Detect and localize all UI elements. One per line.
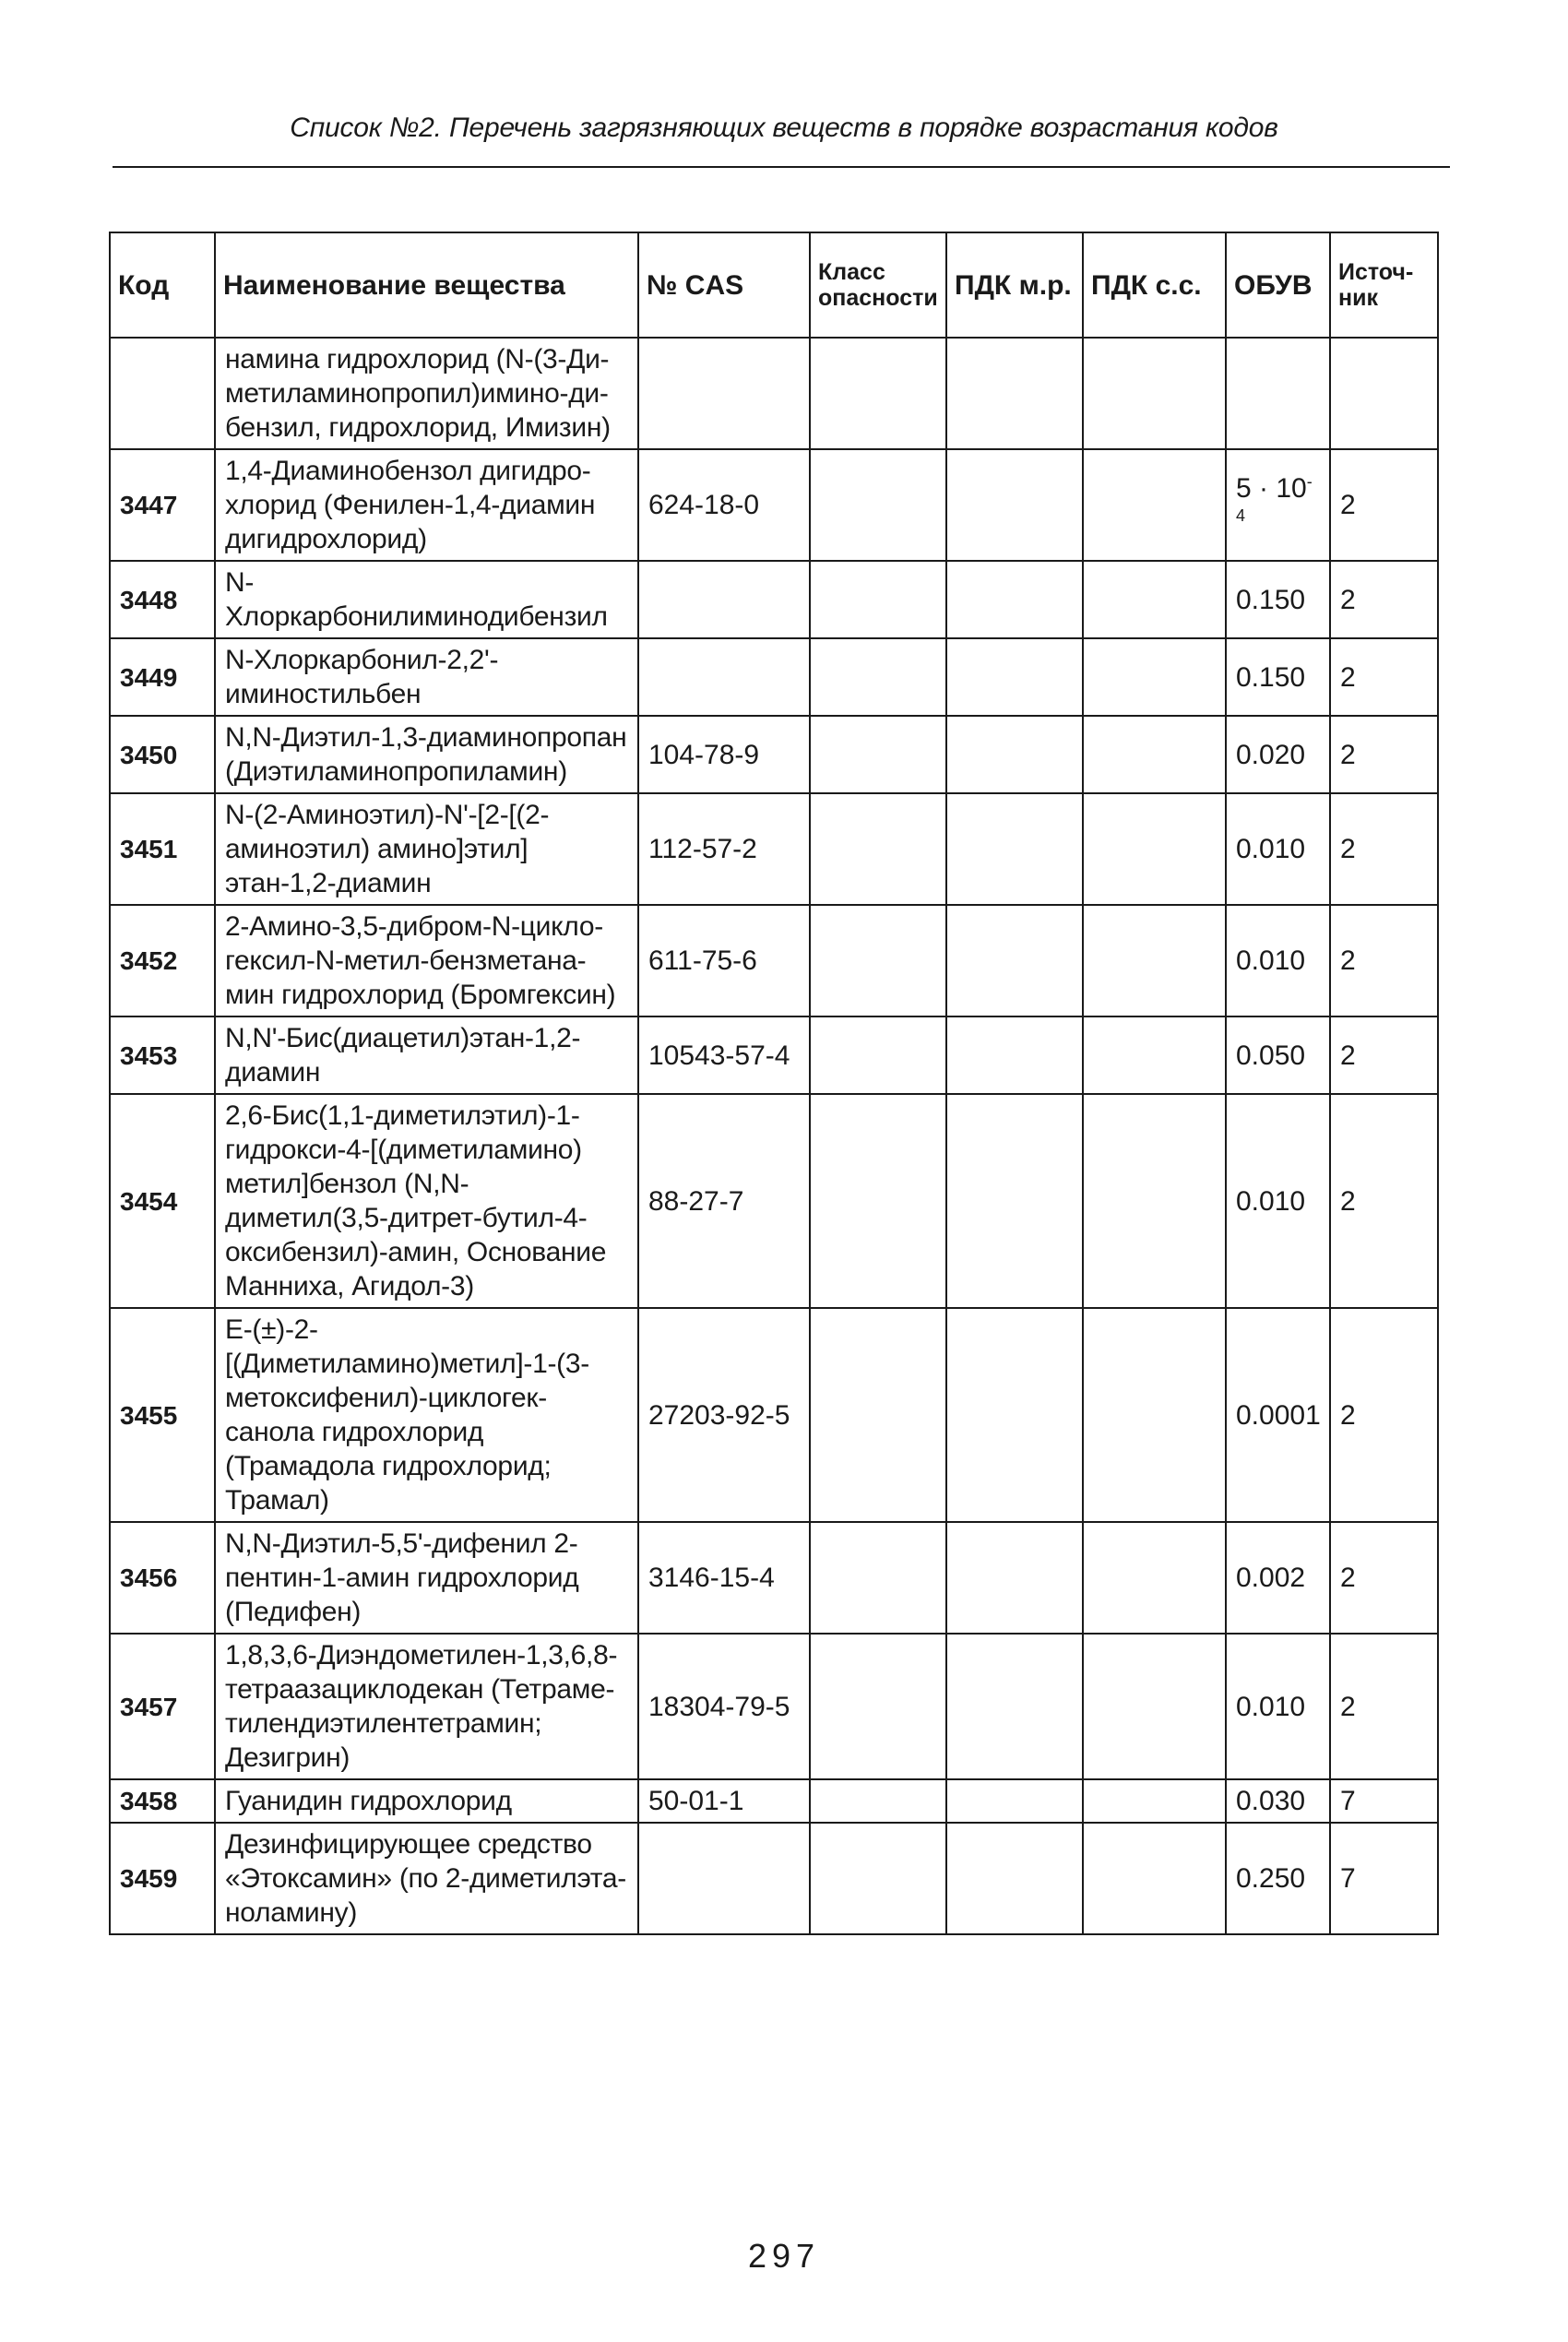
- cell-code: 3453: [110, 1016, 215, 1094]
- obuv-exponent: -4: [1236, 471, 1313, 525]
- cell-pdk-mr: [946, 1094, 1083, 1308]
- table-row: [110, 561, 1438, 638]
- table-row: [110, 1779, 1438, 1823]
- table-row: [110, 1308, 1438, 1522]
- cell-code: 3447: [110, 449, 215, 561]
- cell-code: 3451: [110, 793, 215, 905]
- cell-pdk-mr: [946, 449, 1083, 561]
- cell-hazard-class: [810, 1016, 946, 1094]
- cell-cas: 624-18-0: [638, 449, 810, 561]
- header-code: Код: [110, 232, 215, 338]
- table-row: [110, 905, 1438, 1016]
- cell-pdk-ss: [1083, 338, 1226, 449]
- cell-pdk-ss: [1083, 638, 1226, 716]
- table-row: [110, 449, 1438, 561]
- cell-cas: 50-01-1: [638, 1779, 810, 1823]
- cell-code: 3458: [110, 1779, 215, 1823]
- cell-cas: 88-27-7: [638, 1094, 810, 1308]
- cell-obuv: 0.010: [1226, 905, 1330, 1016]
- cell-hazard-class: [810, 1308, 946, 1522]
- cell-pdk-mr: [946, 793, 1083, 905]
- cell-pdk-mr: [946, 1823, 1083, 1934]
- cell-source: 2: [1330, 1308, 1438, 1522]
- obuv-base: 5 · 10: [1236, 472, 1307, 504]
- cell-obuv: 0.002: [1226, 1522, 1330, 1634]
- cell-obuv: 0.010: [1226, 1634, 1330, 1779]
- cell-source: 2: [1330, 449, 1438, 561]
- cell-code: 3459: [110, 1823, 215, 1934]
- cell-name: N-Хлоркарбонилиминодибензил: [215, 561, 638, 638]
- table-row: [110, 793, 1438, 905]
- table-row: [110, 1634, 1438, 1779]
- cell-pdk-ss: [1083, 1634, 1226, 1779]
- cell-source: 2: [1330, 793, 1438, 905]
- table-header-row: [110, 232, 1438, 338]
- cell-name: намина гидрохлорид (N-(3-Ди-метиламинопропил)имино-ди-бензил, гидрохлорид, Имизин): [215, 338, 638, 449]
- cell-pdk-mr: [946, 716, 1083, 793]
- table-row: [110, 1094, 1438, 1308]
- cell-obuv: 0.050: [1226, 1016, 1330, 1094]
- cell-hazard-class: [810, 1522, 946, 1634]
- cell-code: 3455: [110, 1308, 215, 1522]
- cell-pdk-ss: [1083, 449, 1226, 561]
- cell-name: N,N-Диэтил-5,5'-дифенил 2-пентин-1-амин гидрохлорид (Педифен): [215, 1522, 638, 1634]
- header-cas: № CAS: [638, 232, 810, 338]
- header-source: [1330, 232, 1438, 338]
- cell-obuv: 0.010: [1226, 793, 1330, 905]
- cell-source: 2: [1330, 716, 1438, 793]
- cell-name: 1,4-Диаминобензол дигидро-хлорид (Фенилен-1,4-диамин дигидрохлорид): [215, 449, 638, 561]
- cell-source: 2: [1330, 905, 1438, 1016]
- cell-pdk-ss: [1083, 1094, 1226, 1308]
- cell-obuv: 0.250: [1226, 1823, 1330, 1934]
- table-row: [110, 1522, 1438, 1634]
- cell-name: 2,6-Бис(1,1-диметилэтил)-1-гидрокси-4-[(диметиламино) метил]бензол (N,N-диметил(3,5-дитрет-бутил-4-оксибензил)-амин, Основание Манниха, Агидол-3): [215, 1094, 638, 1308]
- cell-code: 3454: [110, 1094, 215, 1308]
- cell-pdk-mr: [946, 1016, 1083, 1094]
- cell-cas: 112-57-2: [638, 793, 810, 905]
- cell-name: N-(2-Аминоэтил)-N'-[2-[(2-аминоэтил) амино]этил] этан-1,2-диамин: [215, 793, 638, 905]
- header-rule: [113, 166, 1450, 168]
- header-pdk-ss: ПДК с.с.: [1083, 232, 1226, 338]
- cell-hazard-class: [810, 449, 946, 561]
- cell-code: 3448: [110, 561, 215, 638]
- cell-pdk-mr: [946, 905, 1083, 1016]
- cell-obuv: [1226, 449, 1330, 561]
- cell-pdk-ss: [1083, 1016, 1226, 1094]
- page-header-title: Список №2. Перечень загрязняющих веществ в порядке возрастания кодов: [290, 113, 1278, 143]
- cell-source: 7: [1330, 1779, 1438, 1823]
- header-source-label: Источ-ник: [1338, 259, 1414, 311]
- cell-name: N,N'-Бис(диацетил)этан-1,2-диамин: [215, 1016, 638, 1094]
- cell-obuv: 0.0001: [1226, 1308, 1330, 1522]
- cell-code: 3450: [110, 716, 215, 793]
- header-hazard-class-label: Класс опасности: [818, 259, 938, 311]
- cell-hazard-class: [810, 905, 946, 1016]
- cell-hazard-class: [810, 793, 946, 905]
- table-row-continuation: [110, 338, 1438, 449]
- cell-hazard-class: [810, 638, 946, 716]
- table-row: [110, 1016, 1438, 1094]
- table-row: [110, 716, 1438, 793]
- cell-source: 2: [1330, 1634, 1438, 1779]
- cell-cas: 3146-15-4: [638, 1522, 810, 1634]
- cell-obuv: 0.030: [1226, 1779, 1330, 1823]
- cell-pdk-mr: [946, 1634, 1083, 1779]
- cell-source: 2: [1330, 1522, 1438, 1634]
- cell-hazard-class: [810, 1823, 946, 1934]
- cell-pdk-mr: [946, 338, 1083, 449]
- cell-pdk-ss: [1083, 1823, 1226, 1934]
- cell-source: 2: [1330, 638, 1438, 716]
- cell-name: 1,8,3,6-Диэндометилен-1,3,6,8-тетраазациклодекан (Тетраме-тилендиэтилентетрамин; Дезигрин): [215, 1634, 638, 1779]
- cell-cas: 10543-57-4: [638, 1016, 810, 1094]
- cell-hazard-class: [810, 1779, 946, 1823]
- cell-cas: [638, 561, 810, 638]
- cell-hazard-class: [810, 1094, 946, 1308]
- cell-pdk-ss: [1083, 716, 1226, 793]
- cell-source: 7: [1330, 1823, 1438, 1934]
- cell-pdk-mr: [946, 638, 1083, 716]
- cell-code: 3456: [110, 1522, 215, 1634]
- cell-cas: 104-78-9: [638, 716, 810, 793]
- cell-pdk-mr: [946, 1779, 1083, 1823]
- cell-pdk-ss: [1083, 561, 1226, 638]
- cell-pdk-ss: [1083, 793, 1226, 905]
- substances-table: [109, 232, 1439, 1935]
- cell-pdk-mr: [946, 1308, 1083, 1522]
- cell-name: Дезинфицирующее средство «Этоксамин» (по 2-диметилэта-ноламину): [215, 1823, 638, 1934]
- cell-name: N,N-Диэтил-1,3-диаминопропан (Диэтиламинопропиламин): [215, 716, 638, 793]
- cell-obuv: 0.010: [1226, 1094, 1330, 1308]
- cell-hazard-class: [810, 561, 946, 638]
- header-hazard-class: [810, 232, 946, 338]
- cell-cas: 18304-79-5: [638, 1634, 810, 1779]
- cell-code: 3449: [110, 638, 215, 716]
- cell-code: 3457: [110, 1634, 215, 1779]
- table-row: [110, 638, 1438, 716]
- cell-cas: 27203-92-5: [638, 1308, 810, 1522]
- cell-source: [1330, 338, 1438, 449]
- cell-obuv: 0.150: [1226, 638, 1330, 716]
- cell-pdk-ss: [1083, 905, 1226, 1016]
- cell-cas: [638, 1823, 810, 1934]
- cell-cas: [638, 638, 810, 716]
- cell-obuv: 0.150: [1226, 561, 1330, 638]
- cell-code: [110, 338, 215, 449]
- cell-name: Гуанидин гидрохлорид: [215, 1779, 638, 1823]
- cell-cas: [638, 338, 810, 449]
- cell-code: 3452: [110, 905, 215, 1016]
- cell-hazard-class: [810, 1634, 946, 1779]
- cell-hazard-class: [810, 716, 946, 793]
- cell-hazard-class: [810, 338, 946, 449]
- table-row: [110, 1823, 1438, 1934]
- cell-pdk-ss: [1083, 1522, 1226, 1634]
- header-name: Наименование вещества: [215, 232, 638, 338]
- header-pdk-mr: ПДК м.р.: [946, 232, 1083, 338]
- cell-obuv: [1226, 338, 1330, 449]
- header-obuv: ОБУВ: [1226, 232, 1330, 338]
- cell-source: 2: [1330, 561, 1438, 638]
- cell-source: 2: [1330, 1094, 1438, 1308]
- cell-name: N-Хлоркарбонил-2,2'-иминостильбен: [215, 638, 638, 716]
- cell-source: 2: [1330, 1016, 1438, 1094]
- cell-pdk-mr: [946, 1522, 1083, 1634]
- cell-obuv: 0.020: [1226, 716, 1330, 793]
- cell-name: E-(±)-2-[(Диметиламино)метил]-1-(3-метоксифенил)-циклогек-санола гидрохлорид (Трамадола гидрохлорид; Трамал): [215, 1308, 638, 1522]
- cell-cas: 611-75-6: [638, 905, 810, 1016]
- cell-pdk-ss: [1083, 1308, 1226, 1522]
- cell-pdk-ss: [1083, 1779, 1226, 1823]
- cell-name: 2-Амино-3,5-дибром-N-цикло-гексил-N-метил-бензметана-мин гидрохлорид (Бромгексин): [215, 905, 638, 1016]
- page-number: 297: [747, 2237, 821, 2275]
- cell-pdk-mr: [946, 561, 1083, 638]
